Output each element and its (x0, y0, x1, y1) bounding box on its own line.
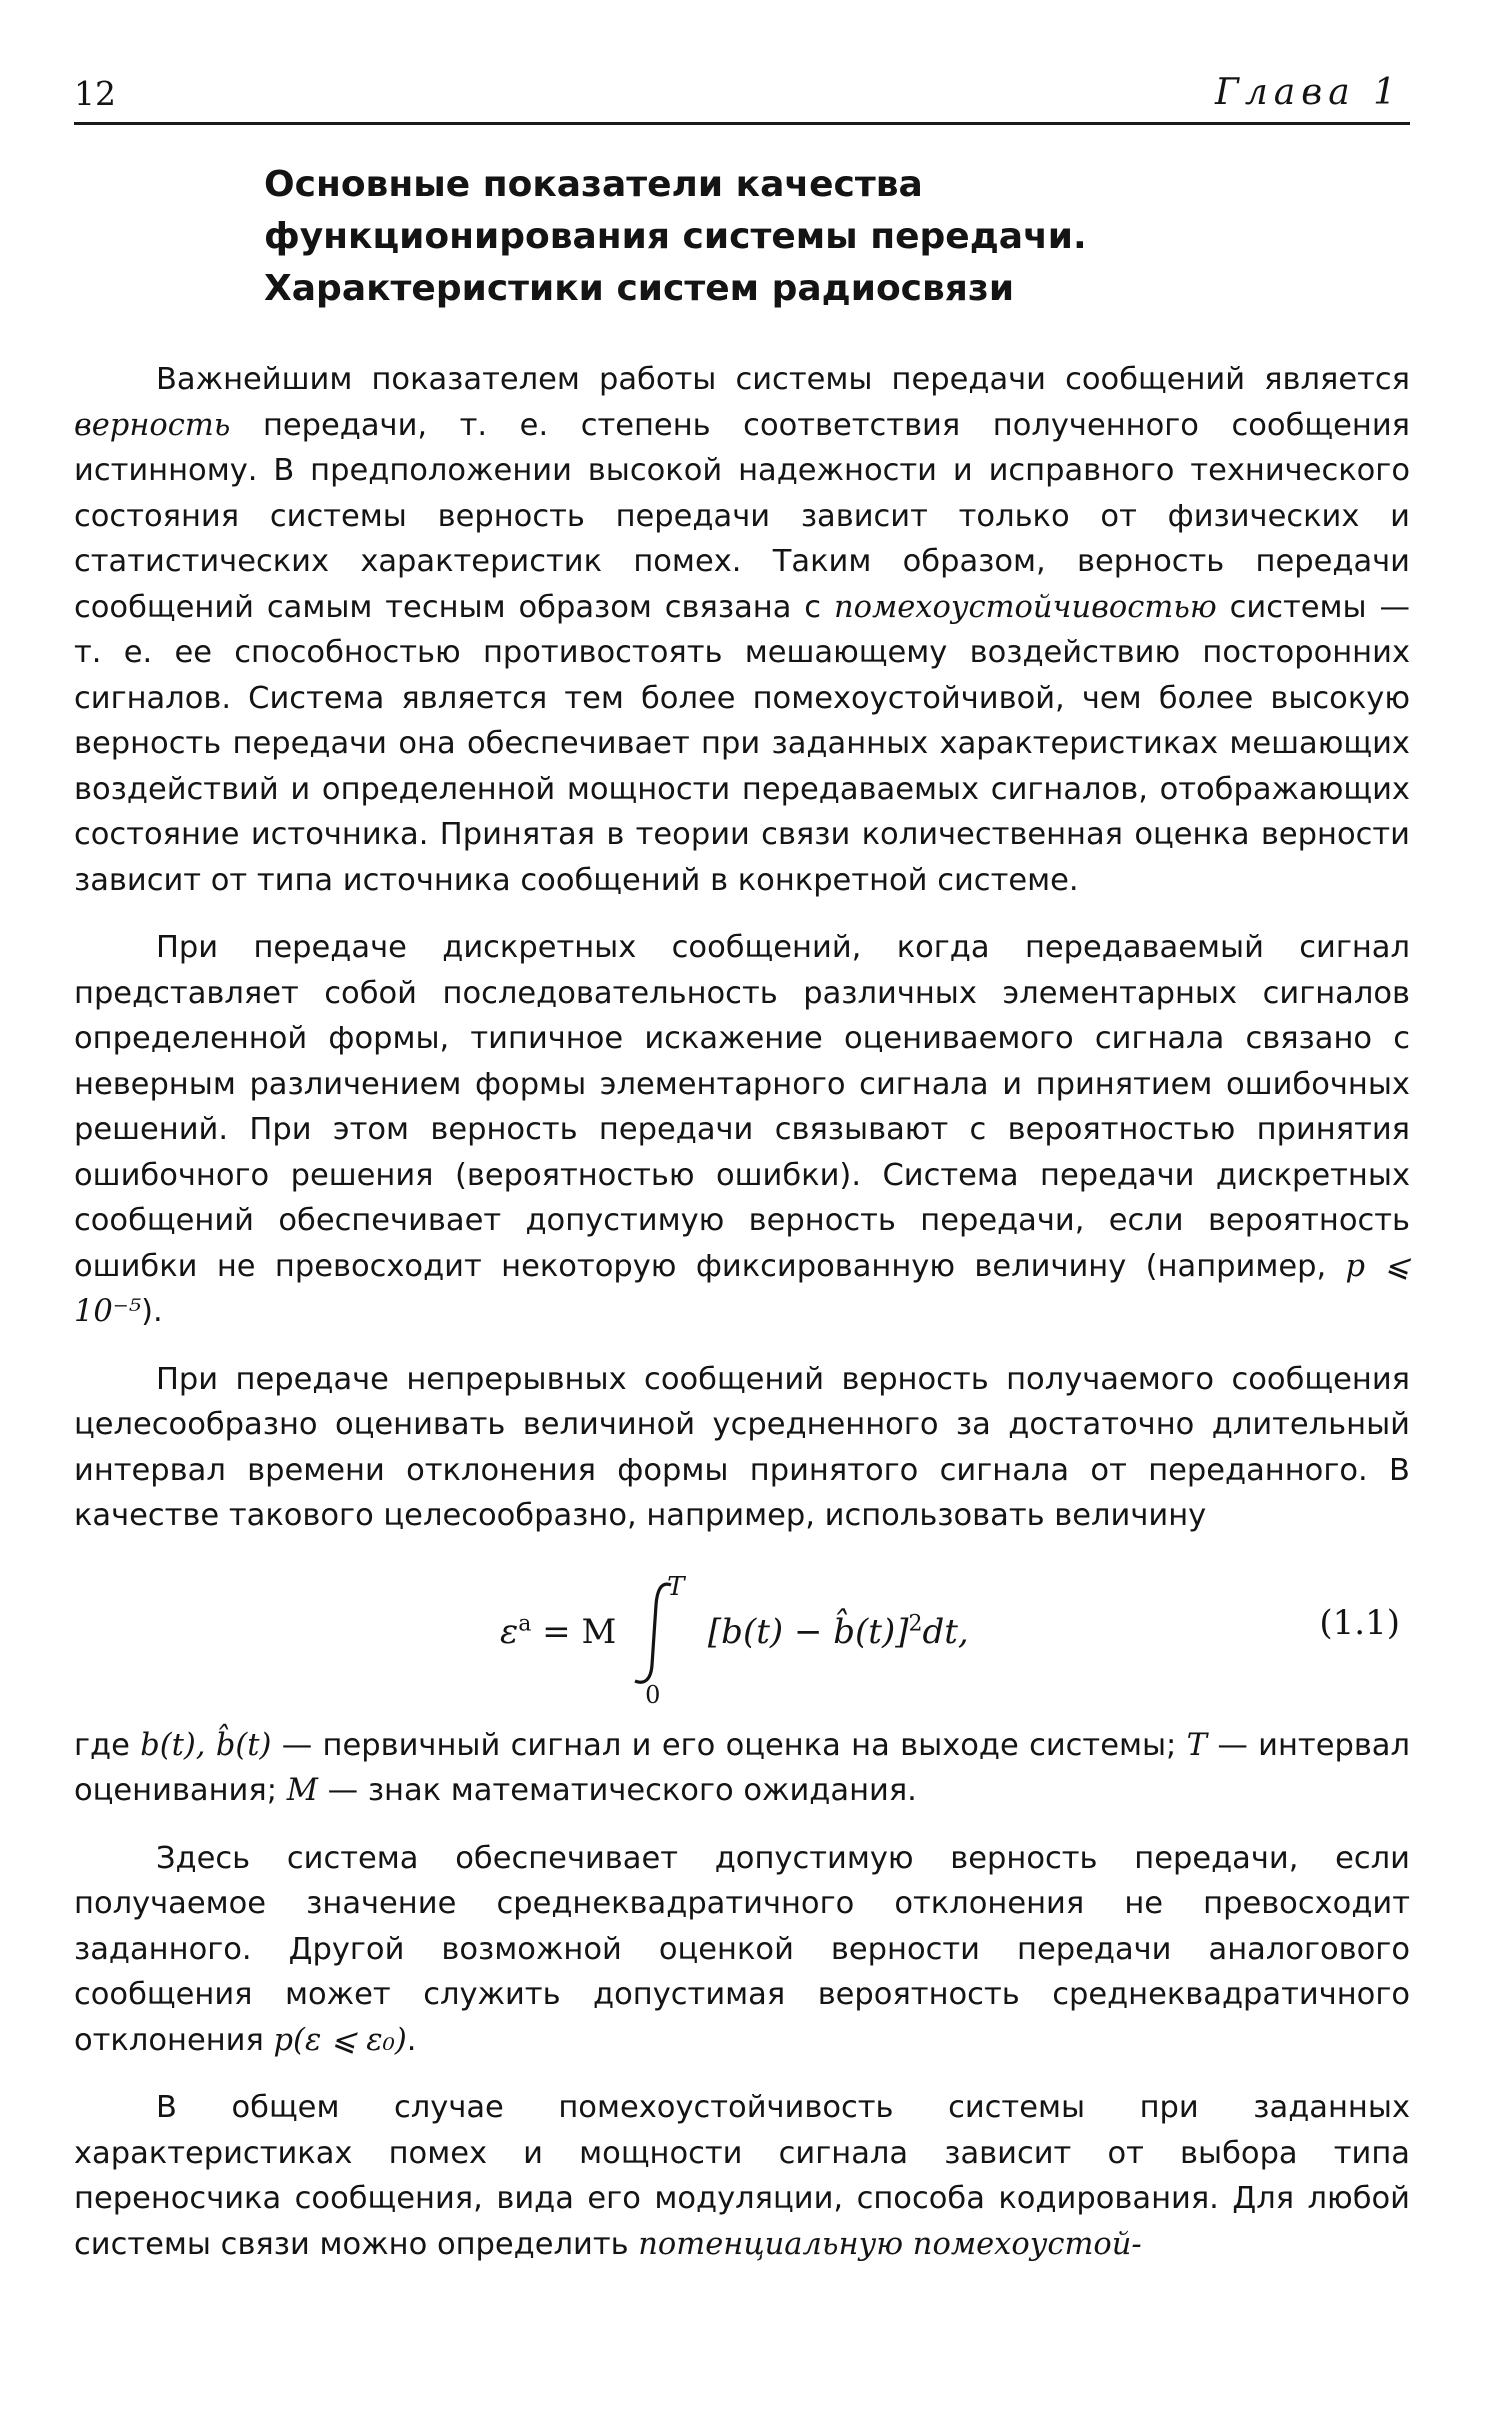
paragraph-analog-fidelity: Здесь система обеспечивает допустимую верность передачи, если получаемое значение среднеквадратичного отклонения не превосходит заданного. Другой возможной оценкой верности передачи аналогового сообщения может служить допустимая вероятность среднеквадратичного отклонения p(ε ⩽ ε₀). (74, 1840, 1410, 2058)
equation-lhs: ε (500, 1611, 519, 1652)
term-potential-noise-immunity: потенциальную помехоустой- (638, 2226, 1142, 2262)
running-header (74, 60, 1410, 125)
section-title-line: функционирования системы передачи. (264, 216, 1087, 257)
paragraph-noise-immunity: В общем случае помехоустойчивость системы при заданных характеристиках помех и мощности сигнала зависит от выбора типа переносчика сообщения, вида его модуляции, способа кодирования. Для любой системы связи можно определить потенциальную помехоустой- (74, 2090, 1410, 2262)
paragraph-continuous-messages: При передаче непрерывных сообщений верность получаемого сообщения целесообразно оценивать величиной усредненного за достаточно длительный интервал времени отклонения формы принятого сигнала от переданного. В качестве такового целесообразно, например, использовать величину (74, 1361, 1410, 1533)
equation-integrand: [b(t) − b̂(t)] (707, 1611, 909, 1652)
body-text (74, 357, 1410, 2267)
inline-formula-deviation-probability: p(ε ⩽ ε₀) (273, 2022, 407, 2058)
book-page (74, 60, 1410, 2400)
section-title-line: Характеристики систем радиосвязи (264, 268, 1015, 309)
equation-number: (1.1) (1319, 1602, 1400, 1643)
inline-formula-error-probability: p ⩽ 10⁻⁵ (74, 1248, 1410, 1329)
paragraph-fidelity-definition: Важнейшим показателем работы системы передачи сообщений является верность передачи, т. е. степень соответствия полученного сообщения истинному. В предположении высокой надежности и исправного технического состояния системы верность передачи зависит только от физических и статистических характеристик помех. Таким образом, верность передачи сообщений самым тесным образом связана с помехоустойчивостью системы — т. е. ее способностью противостоять мешающему воздействию посторонних сигналов. Система является тем более помехоустойчивой, чем более высокую верность передачи она обеспечивает при заданных характеристиках мешающих воздействий и определенной мощности передаваемых сигналов, отображающих состояние источника. Принятая в теории связи количественная оценка верности зависит от типа источника сообщений в конкретной системе. (74, 362, 1410, 898)
equation-differential: dt, (922, 1611, 969, 1652)
inline-symbol-T: T (1186, 1727, 1208, 1763)
equation-lhs-superscript: а (518, 1611, 532, 1637)
page-number: 12 (74, 74, 116, 113)
equation-formula (500, 1571, 969, 1709)
inline-symbol-M: M (286, 1773, 318, 1808)
term-vernost: верность (74, 407, 231, 443)
integral-upper-limit: T (667, 1571, 685, 1602)
section-title (264, 159, 1410, 315)
section-title-line: Основные показатели качества (264, 164, 923, 205)
paragraph-discrete-messages: При передаче дискретных сообщений, когда передаваемый сигнал представляет собой последовательность различных элементарных сигналов определенной формы, типичное искажение оцениваемого сигнала связано с неверным различением формы элементарного сигнала и принятием ошибочных решений. При этом верность передачи связывают с вероятностью принятия ошибочного решения (вероятностью ошибки). Система передачи дискретных сообщений обеспечивает допустимую верность передачи, если вероятность ошибки не превосходит некоторую фиксированную величину (например, p ⩽ 10⁻⁵). (74, 930, 1410, 1329)
equation-power: 2 (908, 1611, 923, 1637)
term-pomekhoustoichivost: помехоустойчивостью (833, 589, 1217, 625)
chapter-label: Глава 1 (1215, 72, 1402, 113)
integral-lower-limit: 0 (645, 1680, 661, 1709)
inline-formula-signals: b(t), b̂(t) (140, 1727, 272, 1763)
equation-equals: = M (531, 1611, 628, 1652)
equation-1-1 (74, 1561, 1410, 1709)
integral-sign (627, 1571, 685, 1709)
paragraph-equation-explanation: где b(t), b̂(t) — первичный сигнал и его оценка на выходе системы; T — интервал оценивания; M — знак математического ожидания. (74, 1727, 1410, 1808)
